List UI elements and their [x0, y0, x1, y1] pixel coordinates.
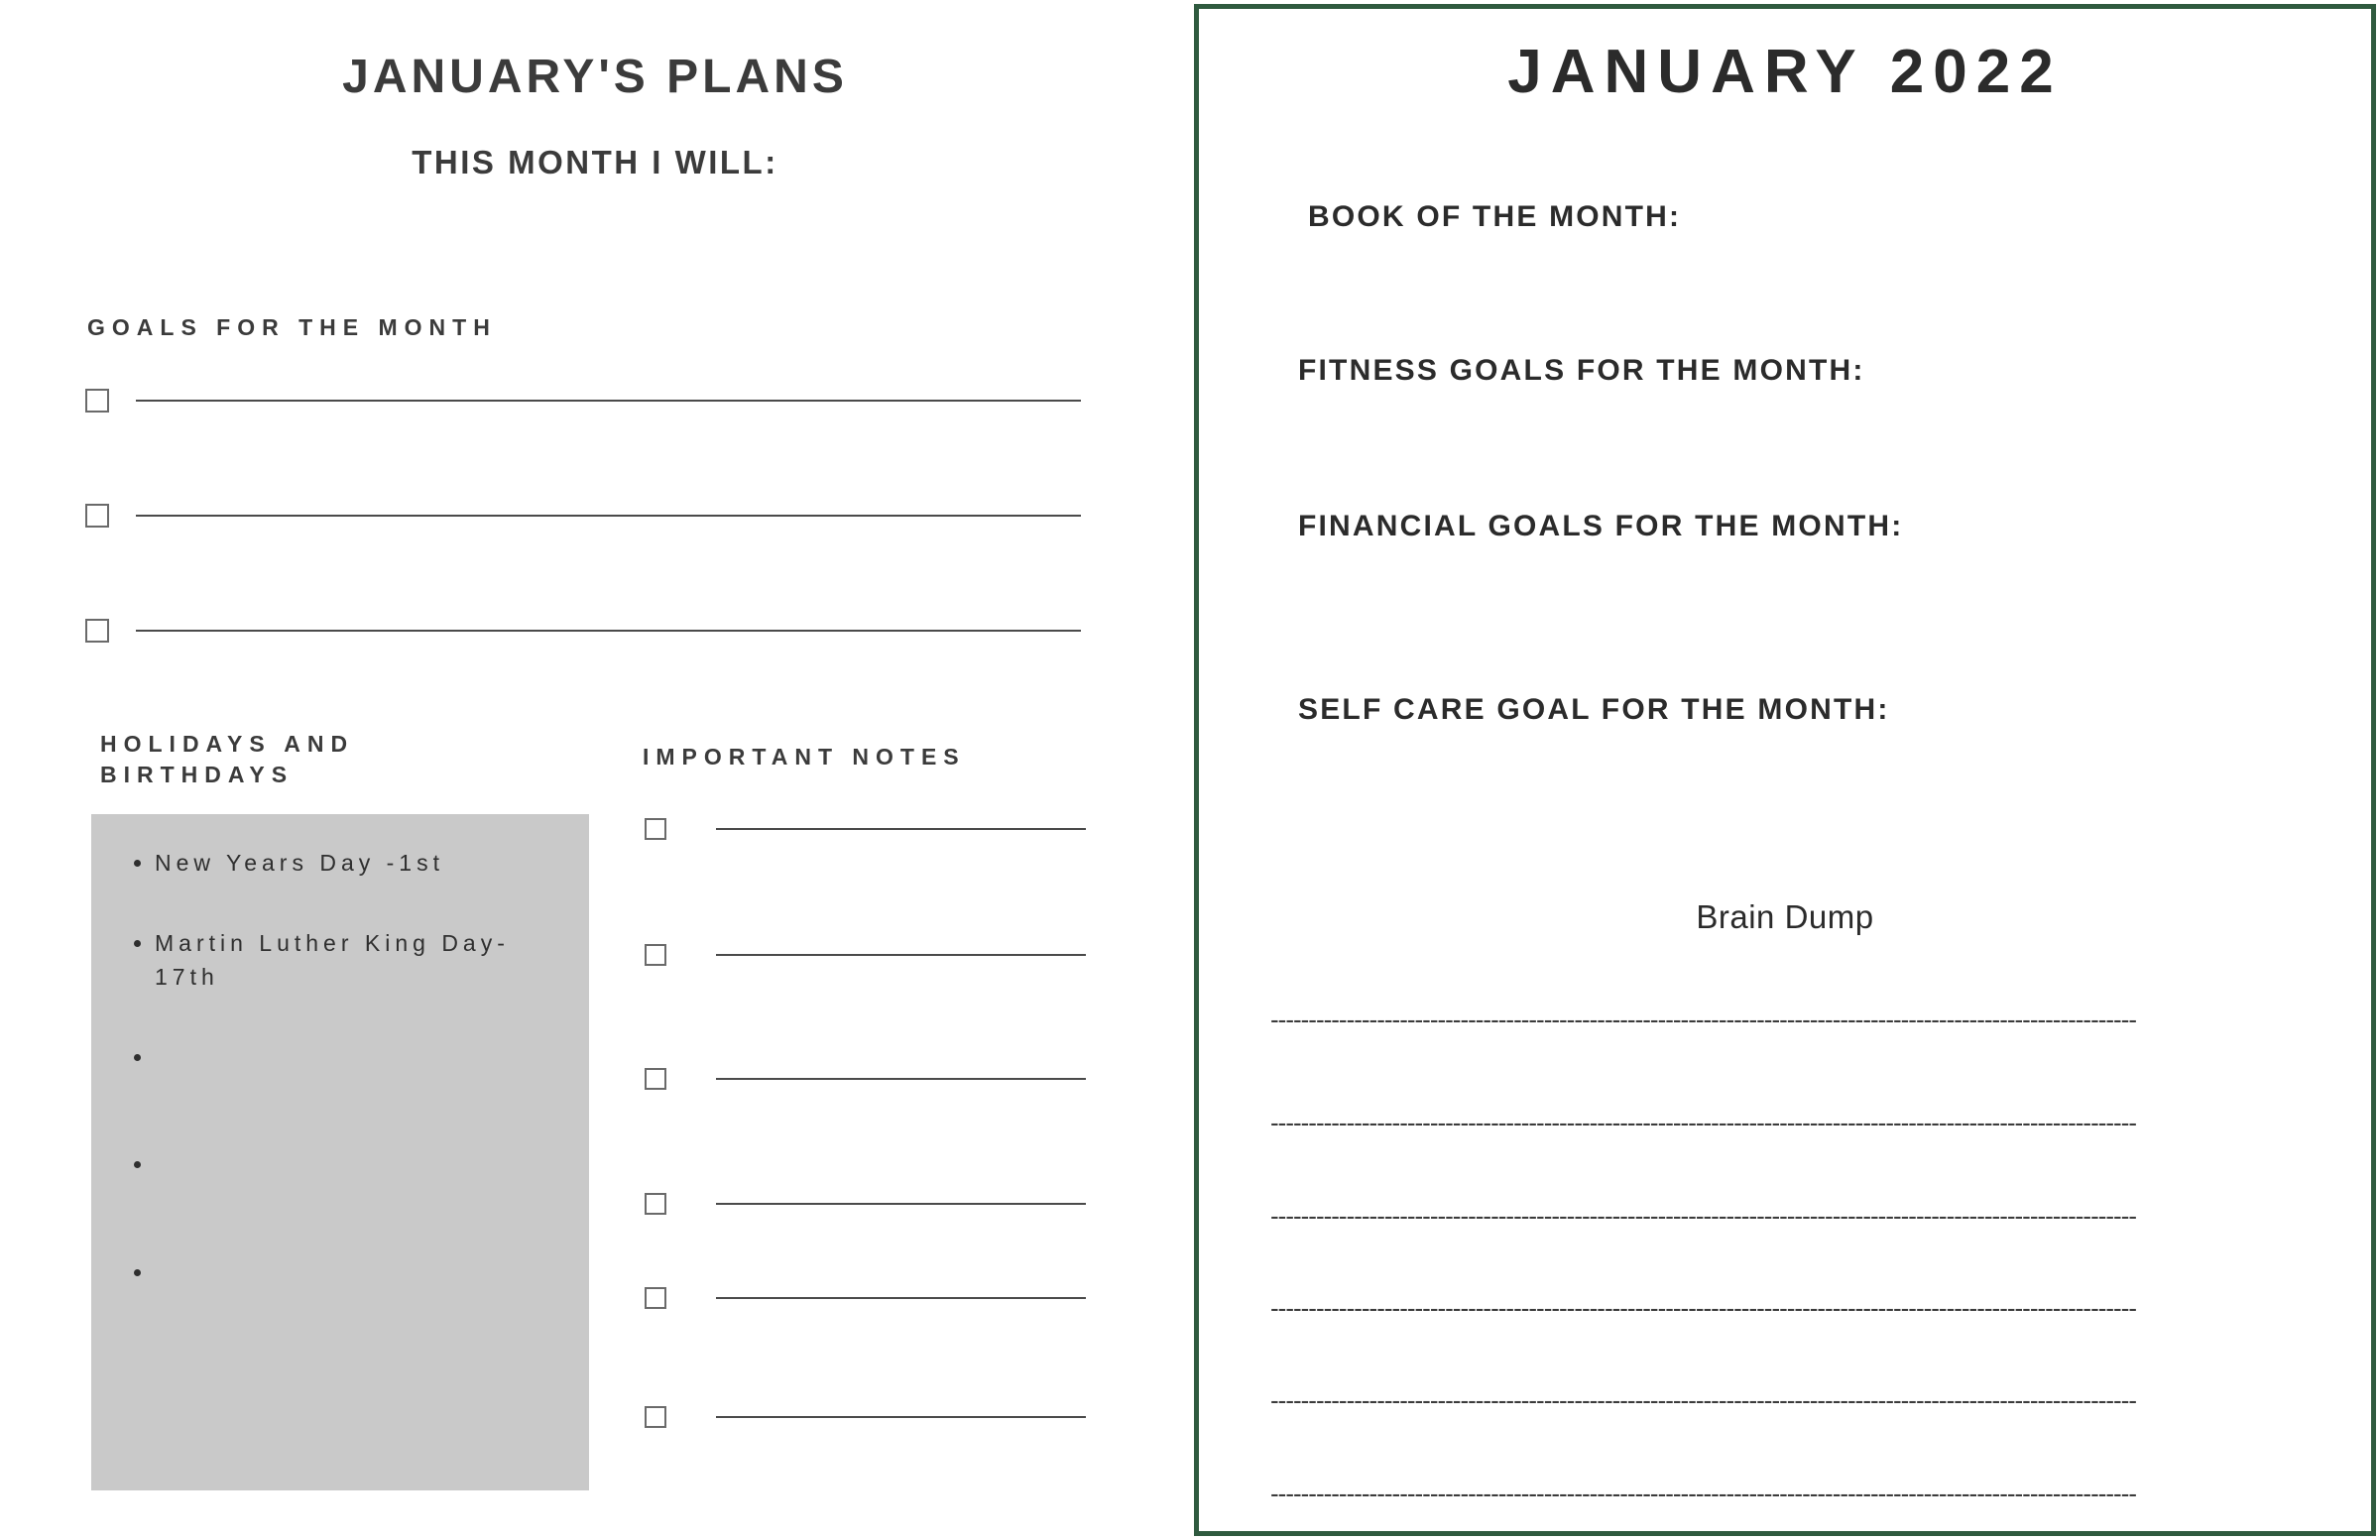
month-title: JANUARY 2022: [1507, 38, 2063, 106]
brain-dump-line[interactable]: ------------------------------------------------------------------------------------------------------------------: [1270, 1295, 2137, 1321]
note-row[interactable]: [645, 1406, 1086, 1428]
brain-dump-line[interactable]: ------------------------------------------------------------------------------------------------------------------: [1270, 1481, 2137, 1506]
checkbox-icon[interactable]: [645, 944, 666, 966]
brain-dump-line[interactable]: ------------------------------------------------------------------------------------------------------------------: [1270, 1110, 2137, 1135]
list-item: • New Years Day -1st: [155, 846, 561, 881]
right-page: [1194, 4, 2376, 1536]
checkbox-icon[interactable]: [85, 389, 109, 413]
note-row[interactable]: [645, 1287, 1086, 1309]
brain-dump-title: Brain Dump: [1696, 898, 1874, 935]
goal-row[interactable]: [85, 619, 1087, 643]
checkbox-icon[interactable]: [85, 619, 109, 643]
brain-dump-line[interactable]: ------------------------------------------------------------------------------------------------------------------: [1270, 1007, 2137, 1032]
book-of-the-month-label: BOOK OF THE MONTH:: [1308, 200, 1682, 233]
checkbox-icon[interactable]: [645, 1287, 666, 1309]
note-row[interactable]: [645, 944, 1086, 966]
fitness-goals-label: FITNESS GOALS FOR THE MONTH:: [1298, 354, 1865, 387]
write-in-line[interactable]: [716, 954, 1086, 956]
write-in-line[interactable]: [136, 400, 1081, 402]
holidays-box: [91, 814, 589, 1490]
write-in-line[interactable]: [716, 1203, 1086, 1205]
list-item[interactable]: [155, 1255, 561, 1290]
notes-section-label: IMPORTANT NOTES: [643, 744, 966, 770]
checkbox-icon[interactable]: [645, 1193, 666, 1215]
self-care-goal-label: SELF CARE GOAL FOR THE MONTH:: [1298, 693, 1890, 726]
goal-row[interactable]: [85, 389, 1087, 413]
write-in-line[interactable]: [716, 828, 1086, 830]
write-in-line[interactable]: [716, 1297, 1086, 1299]
financial-goals-label: FINANCIAL GOALS FOR THE MONTH:: [1298, 510, 1904, 542]
holidays-section-label: HOLIDAYS AND BIRTHDAYS: [100, 731, 355, 788]
checkbox-icon[interactable]: [85, 504, 109, 528]
write-in-line[interactable]: [136, 515, 1081, 517]
checkbox-icon[interactable]: [645, 818, 666, 840]
brain-dump-line[interactable]: ------------------------------------------------------------------------------------------------------------------: [1270, 1387, 2137, 1413]
page-subtitle: THIS MONTH I WILL:: [412, 144, 778, 180]
goal-row[interactable]: [85, 504, 1087, 528]
brain-dump-line[interactable]: ------------------------------------------------------------------------------------------------------------------: [1270, 1203, 2137, 1229]
checkbox-icon[interactable]: [645, 1068, 666, 1090]
list-item[interactable]: [155, 1147, 561, 1182]
checkbox-icon[interactable]: [645, 1406, 666, 1428]
goals-section-label: GOALS FOR THE MONTH: [87, 314, 497, 340]
write-in-line[interactable]: [716, 1416, 1086, 1418]
holidays-list: [119, 846, 561, 1289]
page-title: JANUARY'S PLANS: [342, 51, 848, 103]
note-row[interactable]: [645, 1068, 1086, 1090]
list-item[interactable]: [155, 1040, 561, 1075]
note-row[interactable]: [645, 1193, 1086, 1215]
note-row[interactable]: [645, 818, 1086, 840]
write-in-line[interactable]: [136, 630, 1081, 632]
list-item: • Martin Luther King Day- 17th: [155, 926, 561, 995]
write-in-line[interactable]: [716, 1078, 1086, 1080]
